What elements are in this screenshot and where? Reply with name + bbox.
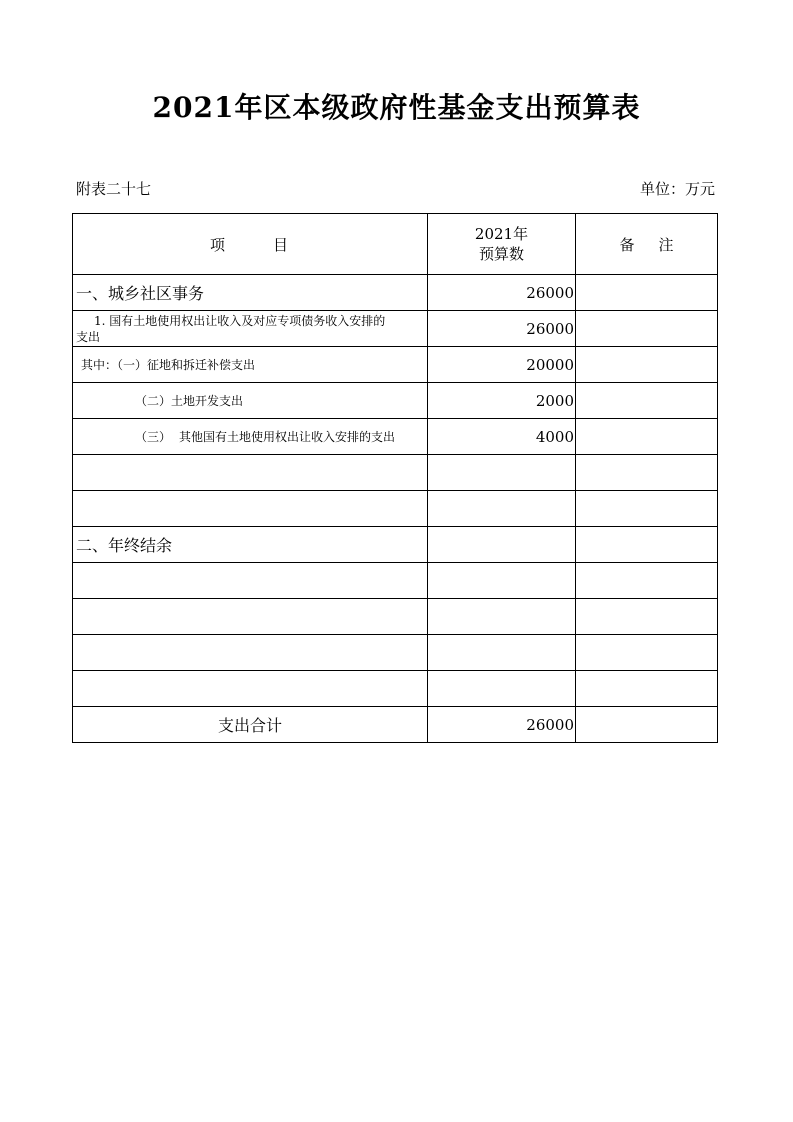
table-row [73, 311, 718, 347]
table-row [73, 635, 718, 671]
row-item-prefix: （三） [135, 430, 172, 444]
table-header-row [73, 214, 718, 275]
row-item [73, 563, 428, 599]
row-amount: 4000 [428, 419, 576, 455]
row-amount [428, 491, 576, 527]
table-row [73, 347, 718, 383]
row-item-text: 其他国有土地使用权出让收入安排的支出 [179, 430, 396, 444]
row-note [576, 419, 718, 455]
header-item-char-a: 项 [209, 235, 227, 254]
header-note [576, 214, 718, 275]
header-item [73, 214, 428, 275]
row-note [576, 671, 718, 707]
row-item [73, 599, 428, 635]
header-amount-label: 预算数 [478, 245, 524, 263]
row-amount [428, 635, 576, 671]
header-amount-year: 2021年 [474, 225, 529, 243]
table-row [73, 563, 718, 599]
row-item-line2: 支出 [76, 329, 101, 344]
row-amount [428, 455, 576, 491]
row-amount [428, 671, 576, 707]
header-note-char-a: 备 [619, 235, 635, 254]
row-note [576, 527, 718, 563]
row-note [576, 347, 718, 383]
row-amount: 26000 [428, 275, 576, 311]
row-item [73, 671, 428, 707]
row-note [576, 275, 718, 311]
row-item: 其中：（一）征地和拆迁补偿支出 [73, 347, 428, 383]
total-row [73, 707, 718, 743]
table-row [73, 455, 718, 491]
row-amount [428, 563, 576, 599]
row-note [576, 599, 718, 635]
row-note [576, 383, 718, 419]
row-amount: 2000 [428, 383, 576, 419]
row-amount: 20000 [428, 347, 576, 383]
total-note [576, 707, 718, 743]
table-row [73, 599, 718, 635]
header-item-char-b: 目 [273, 235, 291, 254]
row-item [73, 311, 428, 347]
row-amount: 26000 [428, 311, 576, 347]
row-note [576, 311, 718, 347]
unit-label: 单位：万元 [639, 180, 715, 198]
row-item: 二、年终结余 [73, 527, 428, 563]
table-row [73, 419, 718, 455]
row-item [73, 455, 428, 491]
table-row [73, 491, 718, 527]
header-note-char-b: 注 [658, 235, 674, 254]
row-item: 一、城乡社区事务 [73, 275, 428, 311]
header-amount [428, 214, 576, 275]
total-label: 支出合计 [73, 707, 428, 743]
row-item [73, 419, 428, 455]
table-row [73, 671, 718, 707]
page-title: 2021年区本级政府性基金支出预算表 [152, 91, 641, 124]
row-item: （二）土地开发支出 [73, 383, 428, 419]
row-note [576, 635, 718, 671]
row-item [73, 635, 428, 671]
row-note [576, 563, 718, 599]
table-row [73, 527, 718, 563]
attachment-label: 附表二十七 [76, 180, 152, 198]
budget-table [72, 213, 718, 743]
row-amount [428, 527, 576, 563]
row-note [576, 455, 718, 491]
row-item-line1: 1. 国有土地使用权出让收入及对应专项债务收入安排的 [94, 313, 386, 328]
table-row [73, 383, 718, 419]
table-row [73, 275, 718, 311]
row-amount [428, 599, 576, 635]
row-item [73, 491, 428, 527]
row-note [576, 491, 718, 527]
total-amount: 26000 [428, 707, 576, 743]
